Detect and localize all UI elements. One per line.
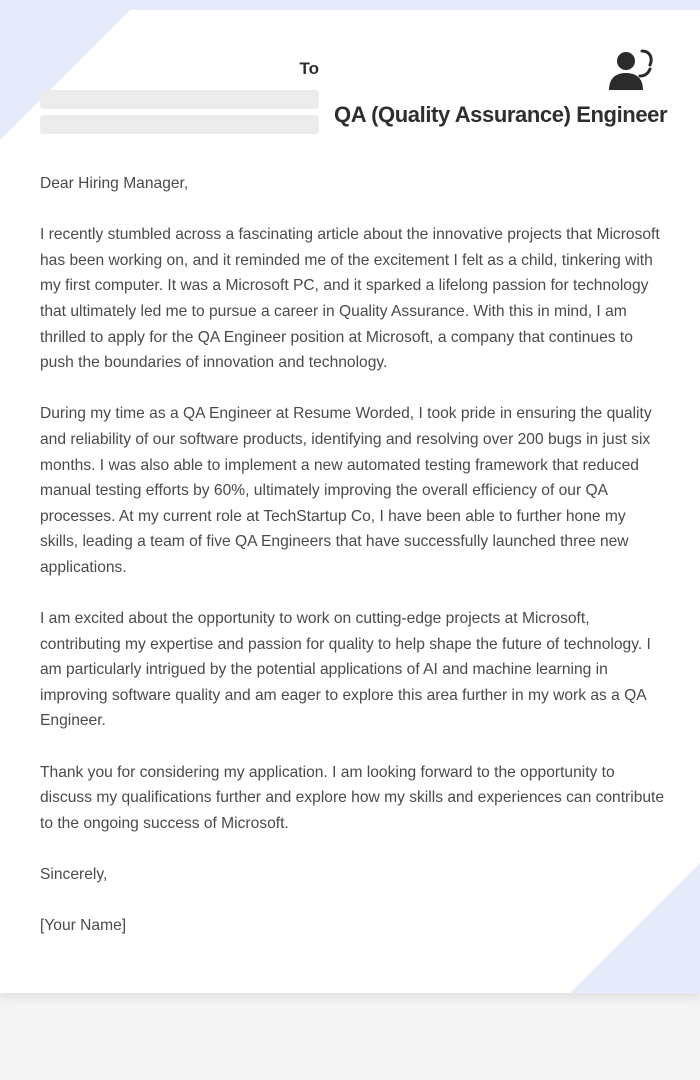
recipient-placeholder-line — [40, 90, 319, 109]
signature: [Your Name] — [40, 917, 127, 935]
letter-paragraph: I am excited about the opportunity to work on cutting-edge projects at Microsoft, contributing my expertise and passion for quality to help shape the future of technology. I am particularly intrigued by the potential applications of AI and machine learning in improving software quality and am eager to explore this area further in my work as a QA Engineer. — [40, 610, 651, 730]
letter-paragraph: I recently stumbled across a fascinating article about the innovative projects that Microsoft has been working on, and it reminded me of the excitement I felt as a child, tinkering with my first computer. It was a Microsoft PC, and it sparked a lifelong passion for technology that ultimately led me to pursue a career in Quality Assurance. With this in mind, I am thrilled to apply for the QA Engineer position at Microsoft, a company that continues to push the boundaries of innovation and technology. — [40, 226, 660, 372]
salutation: Dear Hiring Manager, — [40, 175, 189, 192]
top-accent-band — [0, 0, 700, 10]
job-title-heading: QA (Quality Assurance) Engineer — [334, 102, 668, 127]
cover-letter-page — [0, 10, 700, 993]
recipient-placeholder-line — [40, 115, 319, 134]
letter-body — [40, 171, 665, 964]
closing: Sincerely, — [40, 866, 108, 884]
to-label: To — [299, 59, 319, 78]
person-with-headset-icon — [606, 46, 656, 94]
letter-paragraph: During my time as a QA Engineer at Resume Worded, I took pride in ensuring the quality and reliability of our software products, identifying and resolving over 200 bugs in just six months. I was also able to implement a new automated testing framework that reduced manual testing efforts by 60%, ultimately improving the overall efficiency of our QA processes. At my current role at TechStartup Co, I have been able to further hone my skills, leading a team of five QA Engineers that have successfully launched three new applications. — [40, 405, 652, 576]
letter-paragraph: Thank you for considering my application. I am looking forward to the opportunity to discuss my qualifications further and explore how my skills and experiences can contribute to the ongoing success of Microsoft. — [40, 763, 665, 832]
